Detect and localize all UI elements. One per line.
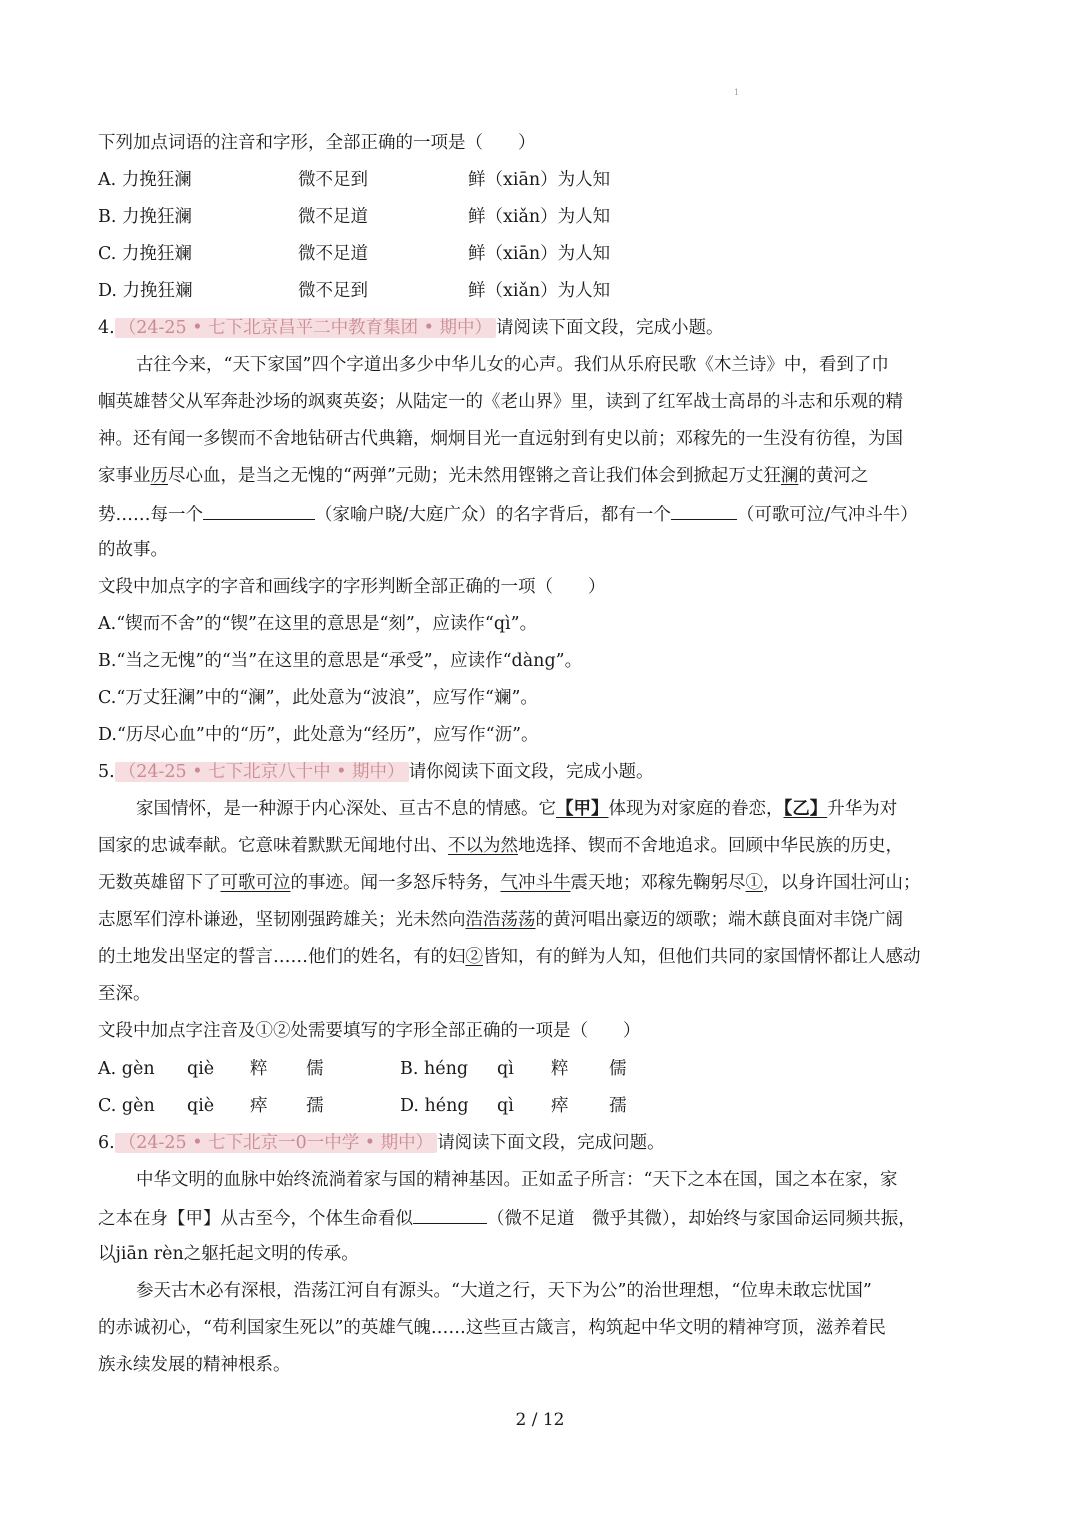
text-run: 震天地；邓稼先鞠躬尽	[570, 873, 746, 893]
q3-option-c-word3: 鲜（xiān）为人知	[468, 244, 611, 264]
blank-marker-1: ①	[745, 873, 763, 893]
text-run: 之本在身【甲】从古至今，个体生命看似	[98, 1209, 413, 1229]
q3-option-a-word2: 微不足到	[298, 170, 368, 190]
q5-option-d-2: qì	[497, 1096, 514, 1116]
text-run: 势……每一个	[98, 505, 203, 525]
underlined-phrase: 不以为然	[448, 836, 518, 856]
q3-option-b-word3: 鲜（xiǎn）为人知	[468, 207, 611, 227]
text-run: 体现为对家庭的眷恋，	[608, 799, 784, 819]
q4-instruction: 请阅读下面文段，完成小题。	[496, 318, 724, 338]
underlined-char: 澜	[780, 466, 799, 486]
q4-option-b: B.“当之无愧”的“当”在这里的意思是“承受”，应读作“dàng”。	[98, 651, 583, 671]
q4-passage-line: 帼英雄替父从军奔赴沙场的飒爽英姿；从陆定一的《老山界》里，读到了红军战士高昂的斗志和乐观的精	[98, 392, 903, 412]
text-run: 无数英雄留下了	[98, 873, 221, 893]
text-run: 家国情怀，是一种源于内心深处、亘古不息的情感。它	[136, 799, 556, 819]
q4-passage-line: 神。还有闻一多锲而不舍地钻研古代典籍，炯炯目光一直远射到有史以前；邓稼先的一生没有彷徨，为国	[98, 429, 903, 449]
underlined-phrase: 浩浩荡荡	[465, 910, 536, 930]
text-run: 家事业	[98, 466, 151, 486]
corner-mark: 1	[734, 88, 740, 97]
q5-option-c-3: 瘁	[250, 1096, 268, 1116]
q5-option-d-3: 瘁	[551, 1096, 569, 1116]
page-number: 2 / 12	[515, 1410, 565, 1430]
text-run: 的事迹。闻一多怒斥特务，	[290, 873, 501, 893]
text-run: ，以身许国壮河山；	[763, 873, 921, 893]
q3-option-a-word1: A. 力挽狂澜	[98, 170, 192, 190]
q5-option-a-2: qiè	[187, 1059, 215, 1079]
text-run: 尽心血，是当之无愧的“两弹”元勋；光未然用铿锵之音让我们体会到掀起万丈狂	[168, 466, 781, 486]
q6-passage-line: 中华文明的血脉中始终流淌着家与国的精神基因。正如孟子所言：“天下之本在国，国之本在家，家	[136, 1170, 898, 1190]
q6-passage-line: 族永续发展的精神根系。	[98, 1355, 291, 1375]
q6-number: 6.	[98, 1133, 115, 1153]
q4-number: 4.	[98, 318, 115, 338]
q5-option-c-4: 孺	[306, 1096, 324, 1116]
q4-passage-line: 古往今来，“天下家国”四个字道出多少中华儿女的心声。我们从乐府民歌《木兰诗》中，看到了巾	[136, 355, 889, 375]
q5-passage-line	[136, 797, 897, 821]
q3-option-c-word2: 微不足道	[298, 244, 368, 264]
q4-header	[98, 316, 724, 340]
q5-option-a-4: 儒	[306, 1059, 324, 1079]
q5-passage-line	[98, 945, 921, 969]
q4-option-d: D.“历尽心血”中的“历”，此处意为“经历”，应写作“沥”。	[98, 725, 539, 745]
q3-stem: 下列加点词语的注音和字形，全部正确的一项是（ ）	[98, 133, 536, 153]
text-run: 国家的忠诚奉献。它意味着默默无闻地付出、	[98, 836, 448, 856]
q5-header	[98, 760, 654, 784]
text-run: （可歌可泣/气冲斗牛）	[736, 505, 918, 525]
q5-option-a-1: A. gèn	[98, 1059, 155, 1079]
q5-source-badge: （24-25 • 七下北京八十中 • 期中）	[115, 762, 409, 782]
underlined-char: 历	[150, 466, 168, 486]
fill-blank	[413, 1205, 487, 1224]
q3-option-b-word2: 微不足道	[298, 207, 368, 227]
q3-option-d-word3: 鲜（xiǎn）为人知	[468, 281, 611, 301]
q5-option-b-1: B. héng	[400, 1059, 469, 1079]
q6-header	[98, 1131, 665, 1155]
q5-option-b-3: 粹	[551, 1059, 569, 1079]
q4-source-badge: （24-25 • 七下北京昌平二中教育集团 • 期中）	[115, 318, 496, 338]
underlined-phrase: 可歌可泣	[220, 873, 291, 893]
q5-option-b-2: qì	[497, 1059, 514, 1079]
fill-blank-2	[671, 501, 737, 520]
q6-source-badge: （24-25 • 七下北京一0一中学 • 期中）	[115, 1133, 437, 1153]
q6-passage-line: 的赤诚初心，“苟利国家生死以”的英雄气魄……这些亘古箴言，构筑起中华文明的精神穹顶，滋养着民	[98, 1318, 886, 1338]
text-run: （家喻户晓/大庭广众）的名字背后，都有一个	[315, 505, 671, 525]
q4-question: 文段中加点字的字音和画线字的字形判断全部正确的一项（ ）	[98, 577, 606, 597]
q6-passage-line: 以jiān rèn之躯托起文明的传承。	[98, 1244, 359, 1264]
q5-number: 5.	[98, 762, 115, 782]
q4-option-c: C.“万丈狂澜”中的“澜”，此处意为“波浪”，应写作“斓”。	[98, 688, 538, 708]
q6-passage-line: 参天古木必有深根，浩荡江河自有源头。“大道之行，天下为公”的治世理想，“位卑未敢忘忧国”	[136, 1281, 872, 1301]
q3-option-b-word1: B. 力挽狂澜	[98, 207, 192, 227]
q4-passage-line	[98, 464, 868, 488]
q5-passage-line	[98, 908, 903, 932]
blank-marker-2: ②	[465, 947, 483, 967]
q5-option-c-1: C. gèn	[98, 1096, 155, 1116]
text-run: 升华为对	[827, 799, 898, 819]
q3-option-c-word1: C. 力挽狂斓	[98, 244, 192, 264]
q6-passage-line	[98, 1205, 916, 1231]
text-run: 地选择、锲而不舍地追求。回顾中华民族的历史，	[518, 836, 903, 856]
q5-instruction: 请你阅读下面文段，完成小题。	[408, 762, 654, 782]
q5-question: 文段中加点字注音及①②处需要填写的字形全部正确的一项是（ ）	[98, 1021, 641, 1041]
q3-option-a-word3: 鲜（xiān）为人知	[468, 170, 611, 190]
text-run: （微不足道 微乎其微），却始终与家国命运同频共振，	[487, 1209, 916, 1229]
q3-option-d-word2: 微不足到	[298, 281, 368, 301]
text-run: 的土地发出坚定的誓言……他们的姓名，有的妇	[98, 947, 466, 967]
blank-marker-yi: 【乙】	[783, 799, 828, 819]
fill-blank-1	[203, 501, 315, 520]
q5-option-b-4: 儒	[609, 1059, 627, 1079]
text-run: 皆知，有的鲜为人知，但他们共同的家国情怀都让人感动	[483, 947, 921, 967]
q5-option-a-3: 粹	[250, 1059, 268, 1079]
text-run: 的黄河唱出豪迈的颂歌；端木蕻良面对丰饶广阔	[535, 910, 903, 930]
underlined-phrase: 气冲斗牛	[500, 873, 571, 893]
q5-passage-line: 至深。	[98, 984, 151, 1004]
q3-option-d-word1: D. 力挽狂斓	[98, 281, 193, 301]
q4-option-a: A.“锲而不舍”的“锲”在这里的意思是“刻”，应读作“qì”。	[98, 614, 538, 634]
q5-passage-line	[98, 834, 903, 858]
q4-passage-line	[98, 501, 918, 527]
q5-option-c-2: qiè	[187, 1096, 215, 1116]
q5-passage-line	[98, 871, 921, 895]
q4-passage-line: 的故事。	[98, 540, 168, 560]
q5-option-d-4: 孺	[609, 1096, 627, 1116]
q6-instruction: 请阅读下面文段，完成问题。	[437, 1133, 665, 1153]
text-run: 的黄河之	[798, 466, 869, 486]
blank-marker-jia: 【甲】	[556, 799, 609, 819]
q5-option-d-1: D. héng	[400, 1096, 469, 1116]
text-run: 志愿军们淳朴谦逊，坚韧刚强跨雄关；光未然向	[98, 910, 466, 930]
